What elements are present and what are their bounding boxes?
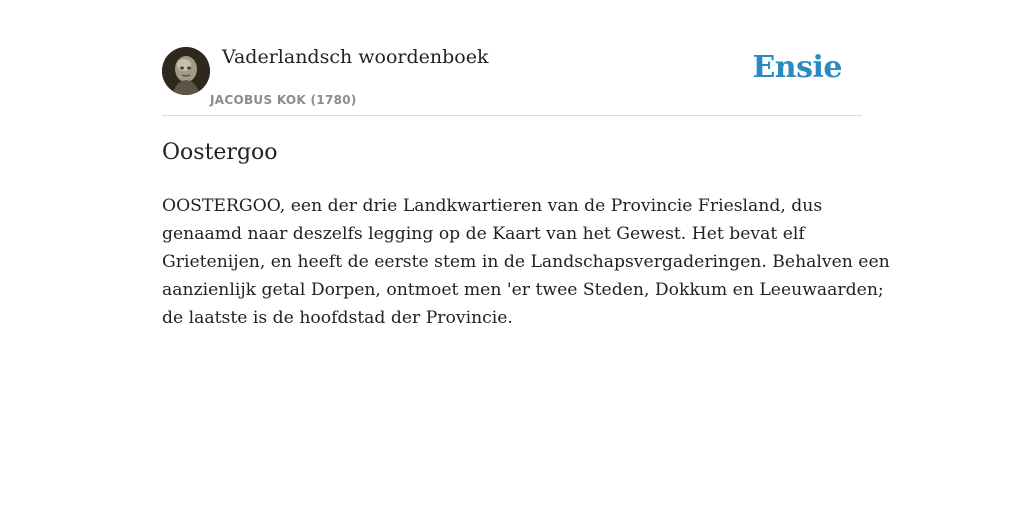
author-label[interactable]: JACOBUS KOK (1780)	[210, 93, 357, 107]
entry-body-line: OOSTERGOO, een der drie Landkwartieren van de Provincie Friesland, dus	[162, 196, 823, 216]
entry-body-line: genaamd naar deszelfs legging op de Kaart van het Gewest. Het bevat elf	[162, 224, 805, 244]
avatar[interactable]	[162, 47, 210, 95]
entry-title: Oostergoo	[162, 140, 278, 165]
header	[162, 0, 862, 116]
entry-body-line: de laatste is de hoofdstad der Provincie.	[162, 308, 513, 328]
portrait-icon	[162, 47, 210, 95]
entry-body-line: Grietenijen, en heeft de eerste stem in de Landschapsvergaderingen. Behalven een	[162, 252, 890, 272]
brand-logo[interactable]: Ensie	[752, 50, 842, 85]
entry-body-line: aanzienlijk getal Dorpen, ontmoet men 'er twee Steden, Dokkum en Leeuwaarden;	[162, 280, 884, 300]
page	[162, 0, 890, 512]
book-title[interactable]: Vaderlandsch woordenboek	[222, 46, 489, 68]
entry-body	[162, 192, 890, 332]
